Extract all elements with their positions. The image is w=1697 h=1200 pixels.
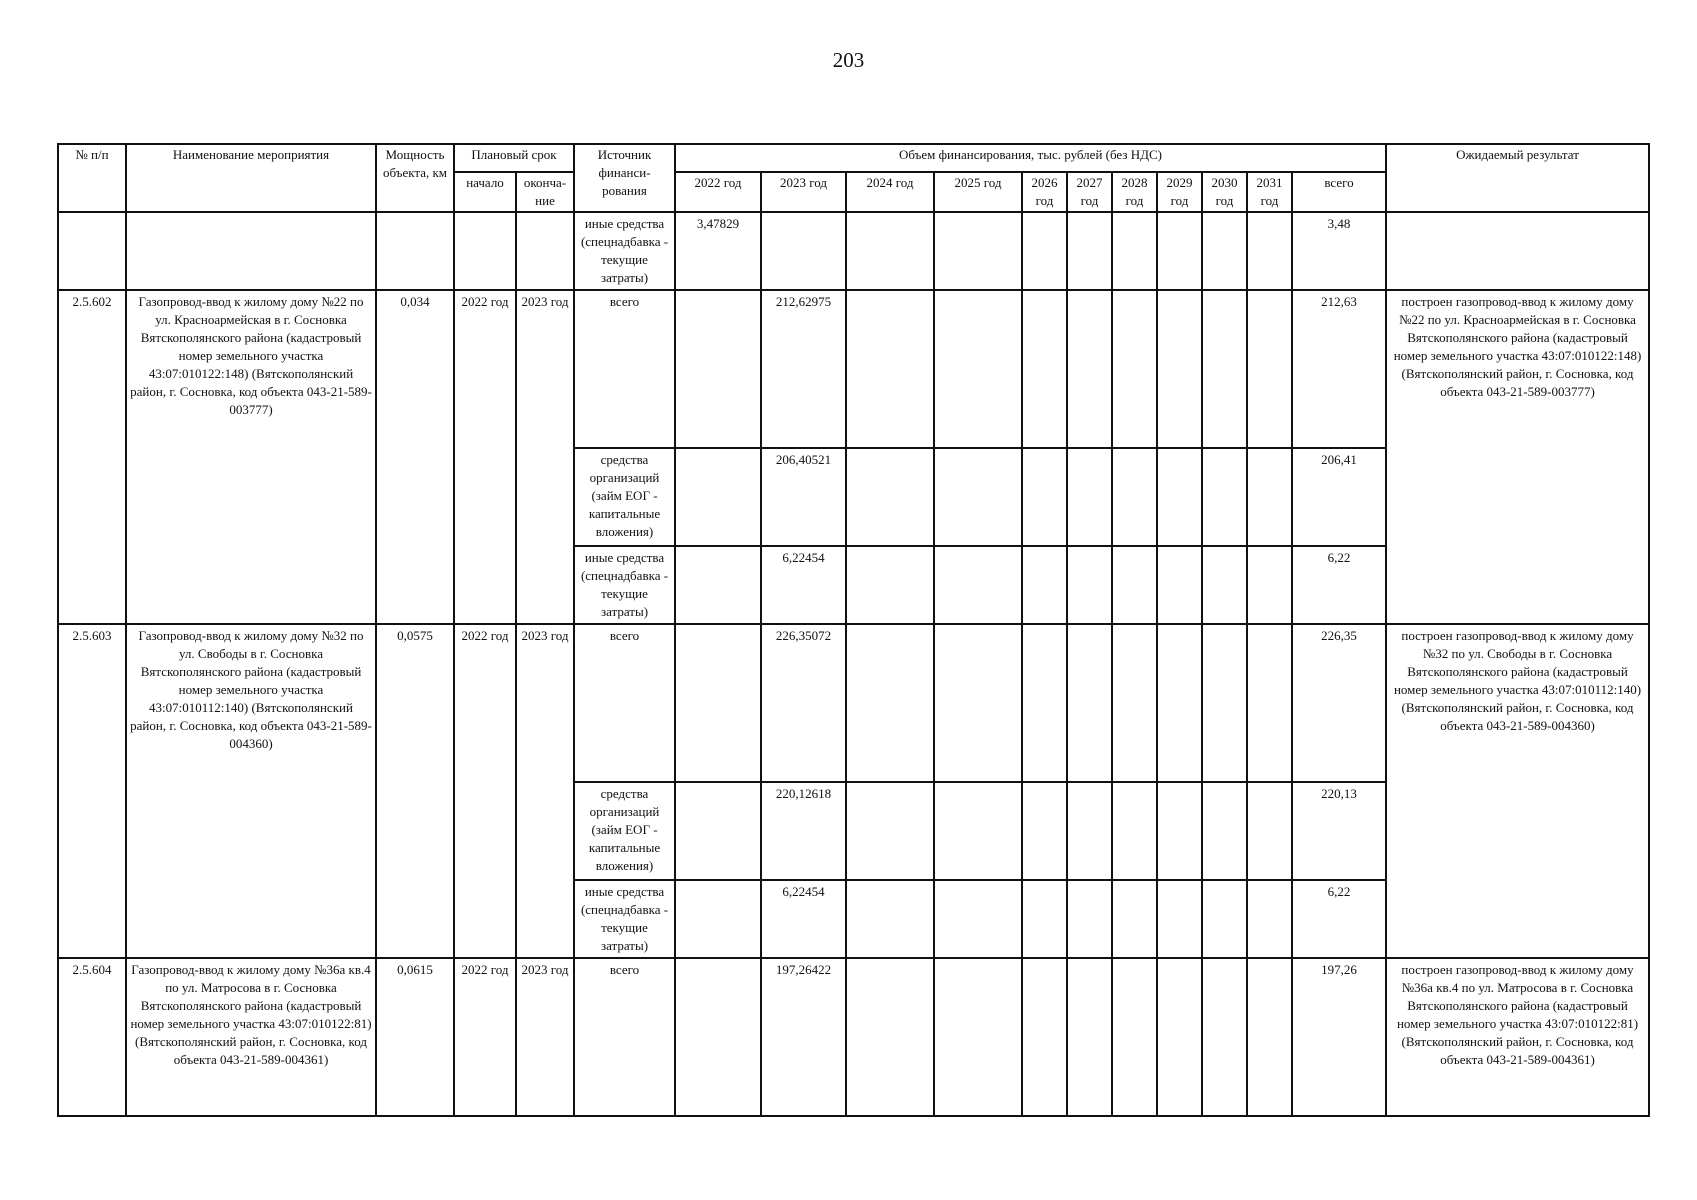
cell-2023: 212,62975: [761, 290, 846, 448]
cell-num: 2.5.604: [58, 958, 126, 1116]
cell-source: средства организаций (займ ЕОГ - капитальные вложения): [574, 448, 675, 546]
cell-name: Газопровод-ввод к жилому дому №36а кв.4 по ул. Матросова в г. Сосновка Вятскополянского района (кадастровый номер земельного участка 43:07:010122:81) (Вятскополянский район, г. Сосновка, код объекта 043-21-589-004361): [126, 958, 376, 1116]
cell-total: 206,41: [1292, 448, 1386, 546]
cell-start: 2022 год: [454, 958, 516, 1116]
header-year-2022: 2022 год: [675, 172, 761, 212]
cell-source: всего: [574, 958, 675, 1116]
table-row: [58, 212, 1649, 290]
header-end: оконча-ние: [516, 172, 574, 212]
cell-capacity: 0,034: [376, 290, 454, 624]
financing-table: [57, 143, 1650, 1117]
header-year-2027: 2027 год: [1067, 172, 1112, 212]
cell-total: 3,48: [1292, 212, 1386, 290]
cell-total: 220,13: [1292, 782, 1386, 880]
header-year-2023: 2023 год: [761, 172, 846, 212]
header-year-2030: 2030 год: [1202, 172, 1247, 212]
cell-capacity: 0,0615: [376, 958, 454, 1116]
cell-num: 2.5.602: [58, 290, 126, 624]
table-row: [58, 290, 1649, 448]
cell-2023: 226,35072: [761, 624, 846, 782]
page-number: 203: [832, 48, 865, 72]
cell-capacity: 0,0575: [376, 624, 454, 958]
header-year-2028: 2028 год: [1112, 172, 1157, 212]
cell-end: [516, 212, 574, 290]
cell-start: 2022 год: [454, 624, 516, 958]
header-source: Источник финанси-рования: [574, 144, 675, 212]
header-plan-term: Плановый срок: [454, 144, 574, 172]
cell-name: Газопровод-ввод к жилому дому №22 по ул. Красноармейская в г. Сосновка Вятскополянского района (кадастровый номер земельного участка 43:07:010122:148) (Вятскополянский район, г. Сосновка, код объекта 043-21-589-003777): [126, 290, 376, 624]
cell-num: [58, 212, 126, 290]
header-year-2031: 2031 год: [1247, 172, 1292, 212]
header-name: Наименование мероприятия: [126, 144, 376, 212]
header-funding: Объем финансирования, тыс. рублей (без НДС): [675, 144, 1386, 172]
header-result: Ожидаемый результат: [1386, 144, 1649, 212]
cell-result: построен газопровод-ввод к жилому дому №36а кв.4 по ул. Матросова в г. Сосновка Вятскополянского района (кадастровый номер земельного участка 43:07:010122:81) (Вятскополянский район, г. Сосновка, код объекта 043-21-589-004361): [1386, 958, 1649, 1116]
cell-2023: 220,12618: [761, 782, 846, 880]
cell-total: 226,35: [1292, 624, 1386, 782]
header-year-2024: 2024 год: [846, 172, 934, 212]
cell-capacity: [376, 212, 454, 290]
header-start: начало: [454, 172, 516, 212]
cell-end: 2023 год: [516, 624, 574, 958]
cell-result: построен газопровод-ввод к жилому дому №32 по ул. Свободы в г. Сосновка Вятскополянского района (кадастровый номер земельного участка 43:07:010112:140) (Вятскополянский район, г. Сосновка, код объекта 043-21-589-004360): [1386, 624, 1649, 958]
cell-2022: 3,47829: [675, 212, 761, 290]
cell-2023: 206,40521: [761, 448, 846, 546]
cell-end: 2023 год: [516, 958, 574, 1116]
table-row: [58, 624, 1649, 782]
cell-source: иные средства (спецнадбавка - текущие затраты): [574, 880, 675, 958]
cell-source: иные средства (спецнадбавка - текущие затраты): [574, 212, 675, 290]
header-num: № п/п: [58, 144, 126, 212]
cell-name: [126, 212, 376, 290]
cell-source: средства организаций (займ ЕОГ - капитальные вложения): [574, 782, 675, 880]
cell-source: всего: [574, 624, 675, 782]
cell-source: иные средства (спецнадбавка - текущие затраты): [574, 546, 675, 624]
cell-2023: 197,26422: [761, 958, 846, 1116]
cell-num: 2.5.603: [58, 624, 126, 958]
table-row: [58, 958, 1649, 1116]
cell-end: 2023 год: [516, 290, 574, 624]
cell-result: [1386, 212, 1649, 290]
header-capacity: Мощность объекта, км: [376, 144, 454, 212]
header-total: всего: [1292, 172, 1386, 212]
cell-start: [454, 212, 516, 290]
cell-total: 212,63: [1292, 290, 1386, 448]
cell-total: 6,22: [1292, 546, 1386, 624]
header-year-2025: 2025 год: [934, 172, 1022, 212]
cell-result: построен газопровод-ввод к жилому дому №22 по ул. Красноармейская в г. Сосновка Вятскополянского района (кадастровый номер земельного участка 43:07:010122:148) (Вятскополянский район, г. Сосновка, код объекта 043-21-589-003777): [1386, 290, 1649, 624]
cell-2023: 6,22454: [761, 546, 846, 624]
cell-2023: 6,22454: [761, 880, 846, 958]
cell-2023: [761, 212, 846, 290]
cell-source: всего: [574, 290, 675, 448]
header-year-2029: 2029 год: [1157, 172, 1202, 212]
cell-name: Газопровод-ввод к жилому дому №32 по ул. Свободы в г. Сосновка Вятскополянского района (кадастровый номер земельного участка 43:07:010112:140) (Вятскополянский район, г. Сосновка, код объекта 043-21-589-004360): [126, 624, 376, 958]
cell-total: 6,22: [1292, 880, 1386, 958]
cell-total: 197,26: [1292, 958, 1386, 1116]
header-year-2026: 2026 год: [1022, 172, 1067, 212]
cell-start: 2022 год: [454, 290, 516, 624]
